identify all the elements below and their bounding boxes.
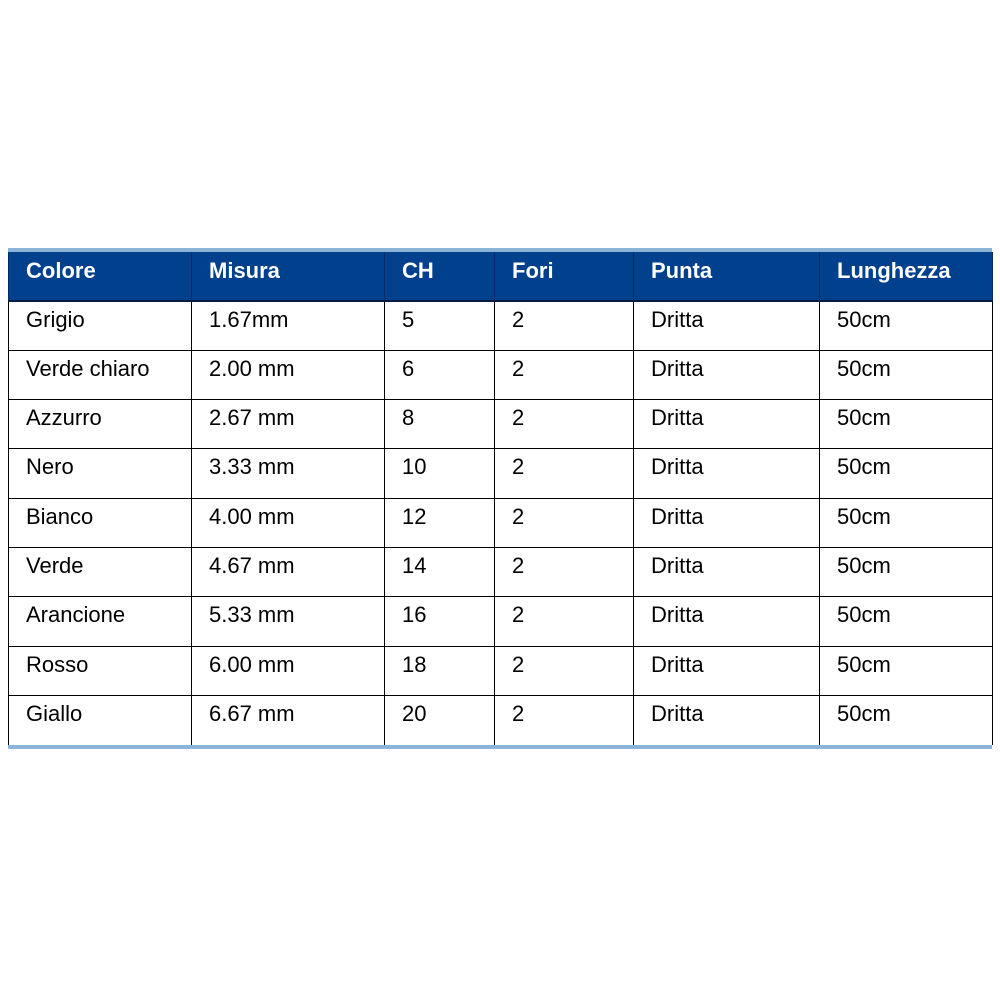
cell-colore: Bianco <box>9 498 192 547</box>
cell-punta: Dritta <box>634 301 820 350</box>
table-row <box>9 400 993 449</box>
cell-colore: Nero <box>9 449 192 498</box>
cell-ch: 10 <box>385 449 495 498</box>
cell-colore: Azzurro <box>9 400 192 449</box>
cell-punta: Dritta <box>634 498 820 547</box>
table-row <box>9 695 993 744</box>
cell-lunghezza: 50cm <box>820 350 993 399</box>
table-row <box>9 350 993 399</box>
header-misura: Misura <box>192 252 385 301</box>
cell-lunghezza: 50cm <box>820 449 993 498</box>
cell-punta: Dritta <box>634 695 820 744</box>
cell-lunghezza: 50cm <box>820 400 993 449</box>
cell-fori: 2 <box>495 350 634 399</box>
cell-ch: 14 <box>385 547 495 596</box>
cell-fori: 2 <box>495 646 634 695</box>
cell-ch: 8 <box>385 400 495 449</box>
cell-fori: 2 <box>495 597 634 646</box>
cell-misura: 2.00 mm <box>192 350 385 399</box>
table-row <box>9 449 993 498</box>
table-row <box>9 547 993 596</box>
header-colore: Colore <box>9 252 192 301</box>
cell-colore: Rosso <box>9 646 192 695</box>
cell-fori: 2 <box>495 301 634 350</box>
cell-punta: Dritta <box>634 449 820 498</box>
spec-table <box>8 252 993 745</box>
cell-ch: 6 <box>385 350 495 399</box>
cell-colore: Verde <box>9 547 192 596</box>
table-row <box>9 646 993 695</box>
cell-fori: 2 <box>495 449 634 498</box>
cell-misura: 3.33 mm <box>192 449 385 498</box>
cell-lunghezza: 50cm <box>820 695 993 744</box>
cell-fori: 2 <box>495 498 634 547</box>
cell-ch: 18 <box>385 646 495 695</box>
cell-ch: 20 <box>385 695 495 744</box>
table-row <box>9 597 993 646</box>
cell-misura: 6.67 mm <box>192 695 385 744</box>
bottom-accent-rule <box>8 745 992 749</box>
cell-punta: Dritta <box>634 400 820 449</box>
header-lunghezza: Lunghezza <box>820 252 993 301</box>
header-punta: Punta <box>634 252 820 301</box>
cell-misura: 4.67 mm <box>192 547 385 596</box>
spec-table-container <box>8 248 992 749</box>
cell-misura: 6.00 mm <box>192 646 385 695</box>
table-header-row <box>9 252 993 301</box>
table-row <box>9 498 993 547</box>
header-fori: Fori <box>495 252 634 301</box>
cell-lunghezza: 50cm <box>820 498 993 547</box>
cell-misura: 2.67 mm <box>192 400 385 449</box>
cell-fori: 2 <box>495 547 634 596</box>
cell-ch: 16 <box>385 597 495 646</box>
table-row <box>9 301 993 350</box>
cell-punta: Dritta <box>634 646 820 695</box>
cell-lunghezza: 50cm <box>820 646 993 695</box>
cell-punta: Dritta <box>634 350 820 399</box>
cell-fori: 2 <box>495 695 634 744</box>
cell-misura: 4.00 mm <box>192 498 385 547</box>
cell-punta: Dritta <box>634 547 820 596</box>
cell-ch: 12 <box>385 498 495 547</box>
header-ch: CH <box>385 252 495 301</box>
cell-punta: Dritta <box>634 597 820 646</box>
cell-ch: 5 <box>385 301 495 350</box>
cell-misura: 1.67mm <box>192 301 385 350</box>
cell-colore: Verde chiaro <box>9 350 192 399</box>
cell-colore: Giallo <box>9 695 192 744</box>
cell-colore: Grigio <box>9 301 192 350</box>
cell-lunghezza: 50cm <box>820 597 993 646</box>
cell-misura: 5.33 mm <box>192 597 385 646</box>
cell-lunghezza: 50cm <box>820 301 993 350</box>
cell-lunghezza: 50cm <box>820 547 993 596</box>
cell-colore: Arancione <box>9 597 192 646</box>
cell-fori: 2 <box>495 400 634 449</box>
